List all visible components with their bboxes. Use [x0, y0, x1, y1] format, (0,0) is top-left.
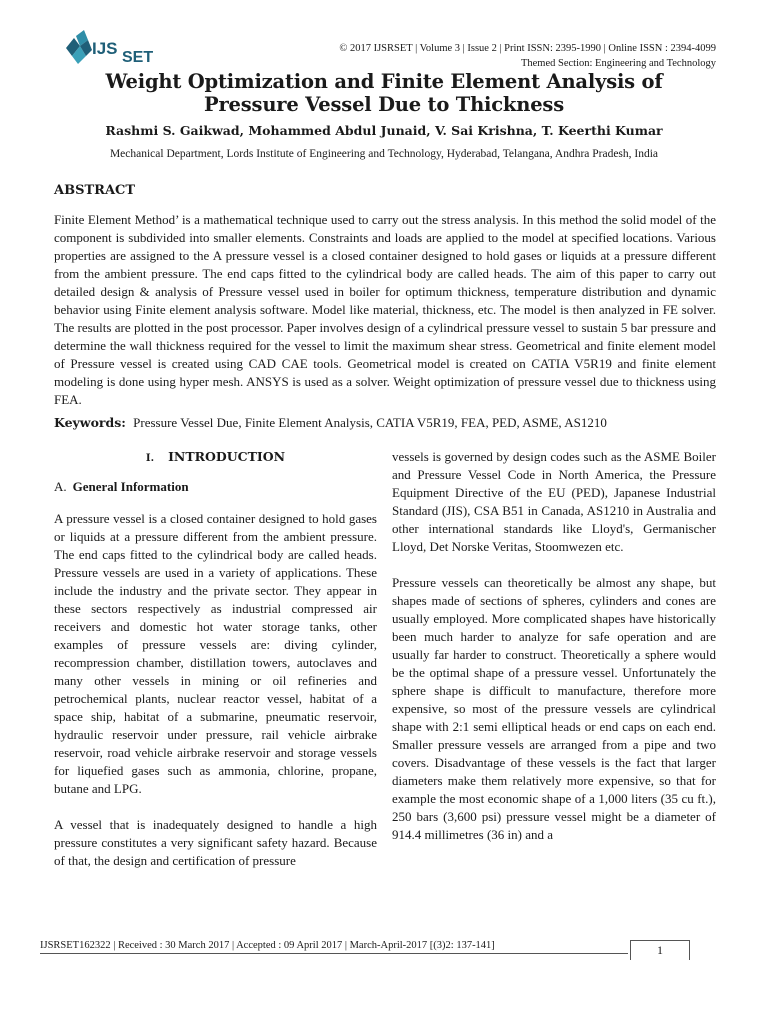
section-heading-introduction	[54, 448, 377, 468]
title-line-1: Weight Optimization and Finite Element Analysis of	[105, 70, 663, 93]
right-column	[392, 448, 716, 862]
paragraph: A pressure vessel is a closed container designed to hold gases or liquids at a pressure different from the ambient pressure. The end caps fitted to the cylindrical body are called heads. Pressure vessels are used in a variety of applications. These include the industry and the private sector. They appear in these sectors respectively as industrial compressed air receivers and domestic hot water storage tanks, other examples of pressure vessels are: diving cylinder, recompression chamber, distillation towers, autoclaves and many other vessels in mining or oil refineries and petrochemical plants, nuclear reactor vessel, habitat of a space ship, habitat of a submarine, pneumatic reservoir, hydraulic reservoir under pressure, rail vehicle airbrake reservoir, road vehicle airbrake reservoir and storage vessels for liquefied gases such as ammonia, chlorine, propane, butane and LPG.	[54, 511, 377, 796]
paper-title	[0, 70, 768, 116]
paper-authors: Rashmi S. Gaikwad, Mohammed Abdul Junaid, V. Sai Krishna, T. Keerthi Kumar	[105, 123, 663, 138]
paragraph: A vessel that is inadequately designed to handle a high pressure constitutes a very significant safety hazard. Because of that, the design and certification of pressure	[54, 817, 377, 868]
subsection-title: General Information	[72, 479, 189, 494]
footer-divider	[40, 953, 628, 954]
section-title: INTRODUCTION	[168, 449, 286, 464]
page-number: 1	[657, 943, 663, 957]
section-number: I.	[145, 453, 155, 464]
paragraph: vessels is governed by design codes such as the ASME Boiler and Pressure Vessel Code in North America, the Pressure Equipment Directive of the EU (PED), Japanese Industrial Standard (JIS), CSA B51 in Canada, AS1210 in Australia and other international standards like Lloyd's, Germanischer Lloyd, Det Norske Veritas, Stoomwezen etc.	[392, 449, 716, 554]
logo-emblem-icon	[66, 30, 92, 64]
journal-issue-line: © 2017 IJSRSET | Volume 3 | Issue 2 | Print ISSN: 2395-1990 | Online ISSN : 2394-4099	[339, 43, 716, 54]
journal-logo	[62, 28, 172, 72]
keywords-label: Keywords:	[54, 415, 126, 430]
footer-text: IJSRSET162322 | Received : 30 March 2017 | Accepted : 09 April 2017 | March-April-2017 [(3)2: 137-141]	[40, 940, 495, 951]
journal-meta	[339, 41, 716, 71]
left-column	[54, 448, 377, 888]
paper-affiliation: Mechanical Department, Lords Institute of Engineering and Technology, Hyderabad, Telangana, Andhra Pradesh, India	[109, 148, 659, 160]
logo-text-set: SET	[122, 49, 154, 66]
subsection-letter: A.	[54, 479, 67, 494]
paragraph: Pressure vessels can theoretically be almost any shape, but shapes made of sections of spheres, cylinders and cones are usually employed. More complicated shapes have historically been much harder to analyze for safe operation and are usually far harder to construct. Theoretically a sphere would be the optimal shape of a pressure vessel. Unfortunately the sphere shape is difficult to manufacture, therefore more expensive, so most of the pressure vessels are cylindrical shape with 2:1 semi elliptical heads or end caps on each end. Smaller pressure vessels are arranged from a pipe and two covers. Disadvantage of these vessels is the fact that larger diameters make them relatively more expensive, so that for example the most economic shape of a 1,000 liters (35 cu ft.), 250 bars (3,600 psi) pressure vessel might be a diameter of 914.4 millimetres (36 in) and a	[392, 575, 716, 842]
themed-section-line: Themed Section: Engineering and Technology	[520, 58, 716, 69]
subsection-heading	[54, 478, 377, 496]
title-line-2: Pressure Vessel Due to Thickness	[204, 93, 564, 116]
abstract-heading: ABSTRACT	[54, 183, 136, 198]
abstract-text: Finite Element Method’ is a mathematical technique used to carry out the stress analysis. In this method the solid model of the component is subdivided into smaller elements. Constraints and loads are applied to the model at specified locations. Various properties are assigned to the A pressure vessel is a closed container designed to hold gases or liquids at a pressure different from the ambient pressure. The end caps fitted to the cylindrical body are called heads. The aim of this paper to carry out detailed design & analysis of Pressure vessel used in boiler for optimum thickness, temperature distribution and dynamic behavior using Finite element analysis software. Model like material, thickness, etc. The model is then analyzed in FE solver. The results are plotted in the post processor. Paper involves design of a cylindrical pressure vessel to sustain 5 bar pressure and determine the wall thickness required for the vessel to limit the maximum shear stress. Geometrical and finite element model of Pressure vessel is created using CAD CAE tools. Geometrical model is created on CATIA V5R19 and finite element modeling is done using hyper mesh. ANSYS is used as a solver. Weight optimization of pressure vessel due to thickness using FEA.	[54, 212, 716, 407]
logo-text-ijs: IJS	[92, 39, 118, 58]
keywords	[54, 414, 716, 432]
keywords-text: Pressure Vessel Due, Finite Element Analysis, CATIA V5R19, FEA, PED, ASME, AS1210	[133, 415, 607, 430]
